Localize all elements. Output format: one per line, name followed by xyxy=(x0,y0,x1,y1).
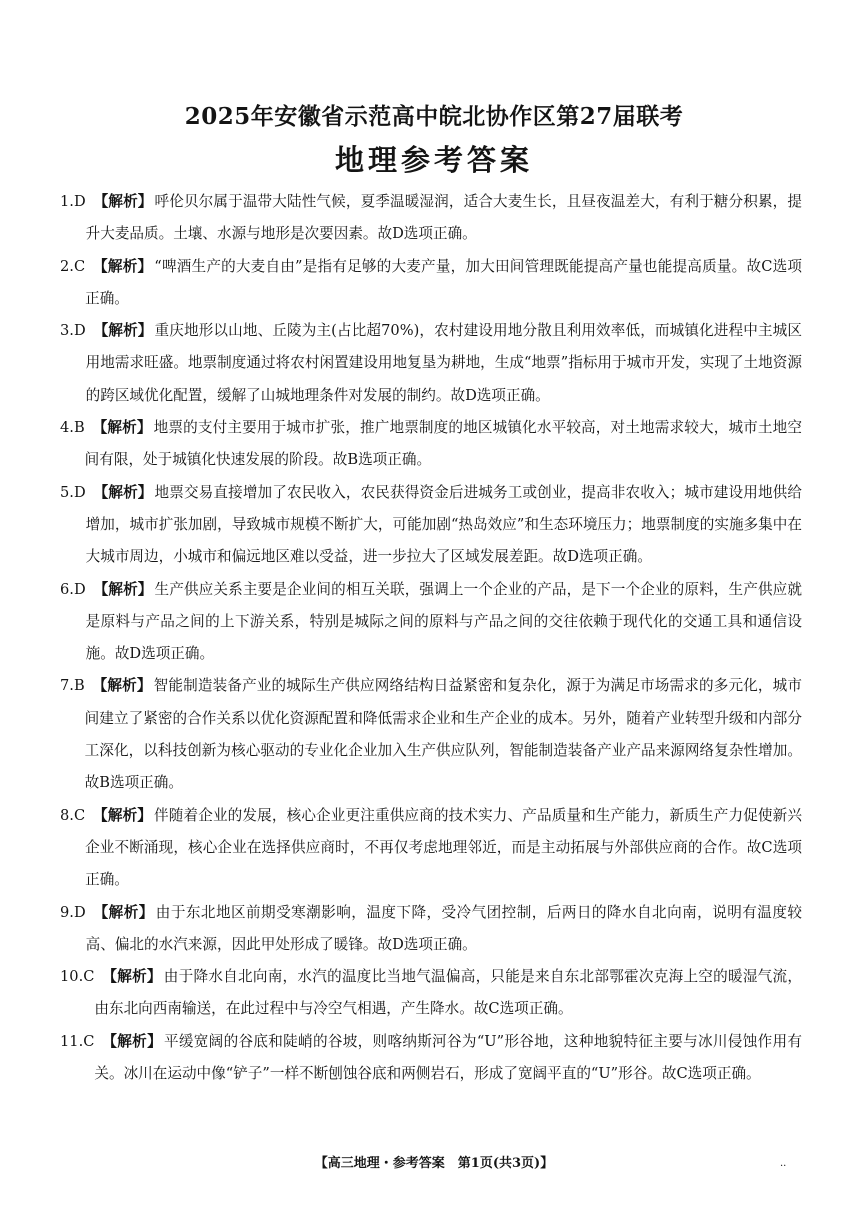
analysis-tag: 【解析】 xyxy=(93,322,153,340)
answer-number: 8. xyxy=(60,806,74,824)
analysis-tag: 【解析】 xyxy=(102,968,162,986)
analysis-tag: 【解析】 xyxy=(93,483,153,501)
footer-mark: .. xyxy=(780,1158,787,1169)
answer-body xyxy=(85,670,802,799)
answer-choice: C xyxy=(83,968,95,986)
analysis-text: 生产供应关系主要是企业间的相互关联，强调上一个企业的产品，是下一个企业的原料，生产供应就是原料与产品之间的上下游关系，特别是城际之间的原料与产品之间的交往依赖于现代化的交通工具和通信设施。故D选项正确。 xyxy=(85,580,802,663)
answer-body xyxy=(86,477,802,574)
page-footer: 【高三地理・参考答案 第1页(共3页)】 xyxy=(314,1156,554,1171)
answer-body xyxy=(85,251,802,316)
analysis-tag: 【解析】 xyxy=(93,903,154,921)
answer-number: 5. xyxy=(60,483,74,501)
answer-choice: B xyxy=(73,677,85,695)
answer-item xyxy=(60,186,802,251)
analysis-text: 伴随着企业的发展，核心企业更注重供应商的技术实力、产品质量和生产能力，新质生产力促使新兴企业不断涌现，核心企业在选择供应商时，不再仅考虑地理邻近，而是主动拓展与外部供应商的合作。故C选项正确。 xyxy=(85,806,802,889)
analysis-text: 由于降水自北向南，水汽的温度比当地气温偏高，只能是来自东北部鄂霍次克海上空的暖湿气流，由东北向西南输送，在此过程中与冷空气相遇，产生降水。故C选项正确。 xyxy=(94,968,802,1018)
answer-body xyxy=(86,315,802,412)
analysis-tag: 【解析】 xyxy=(92,419,152,437)
analysis-text: 地票的支付主要用于城市扩张，推广地票制度的地区城镇化水平较高，对土地需求较大，城市土地空间有限，处于城镇化快速发展的阶段。故B选项正确。 xyxy=(84,419,802,469)
answer-number: 2. xyxy=(60,257,74,275)
answer-number: 7. xyxy=(60,677,74,695)
answer-choice: D xyxy=(73,483,86,501)
answer-item xyxy=(60,477,802,574)
answer-body xyxy=(94,961,802,1026)
analysis-text: 由于东北地区前期受寒潮影响，温度下降，受冷气团控制，后两日的降水自北向南，说明有温度较高、偏北的水汽来源，因此甲处形成了暖锋。故D选项正确。 xyxy=(85,903,802,953)
answer-number: 3. xyxy=(60,322,74,340)
analysis-text: 智能制造装备产业的城际生产供应网络结构日益紧密和复杂化，源于为满足市场需求的多元化，城市间建立了紧密的合作关系以优化资源配置和降低需求企业和生产企业的成本。另外，随着产业转型升级和内部分工深化，以科技创新为核心驱动的专业化企业加入生产供应队列，智能制造装备产业产品来源网络复杂性增加。故B选项正确。 xyxy=(84,677,802,792)
answer-body xyxy=(86,186,802,251)
answer-choice: C xyxy=(73,257,86,275)
analysis-tag: 【解析】 xyxy=(102,1032,162,1050)
answer-item xyxy=(60,251,802,316)
analysis-text: 地票交易直接增加了农民收入，农民获得资金后进城务工或创业，提高非农收入；城市建设用地供给增加，城市扩张加剧，导致城市规模不断扩大，可能加剧“热岛效应”和生态环境压力；地票制度的实施多集中在大城市周边，小城市和偏远地区难以受益，进一步拉大了区域发展差距。故D选项正确。 xyxy=(85,483,802,566)
analysis-tag: 【解析】 xyxy=(93,580,153,598)
answer-item xyxy=(60,961,802,1026)
analysis-text: 重庆地形以山地、丘陵为主(占比超70%)，农村建设用地分散且利用效率低，而城镇化进程中主城区用地需求旺盛。地票制度通过将农村闲置建设用地复垦为耕地，生成“地票”指标用于城市开发，实现了土地资源的跨区域优化配置，缓解了山城地理条件对发展的制约。故D选项正确。 xyxy=(85,322,802,404)
answer-item xyxy=(60,574,802,671)
answer-list xyxy=(60,186,802,1090)
answer-number: 10. xyxy=(60,968,84,986)
analysis-tag: 【解析】 xyxy=(92,677,152,695)
answer-choice: C xyxy=(83,1032,95,1050)
answer-key-title: 地理参考答案 xyxy=(334,143,533,177)
answer-number: 6. xyxy=(60,580,74,598)
answer-item xyxy=(60,800,802,897)
answer-item xyxy=(60,670,802,799)
analysis-text: “啤酒生产的大麦自由”是指有足够的大麦产量，加大田间管理既能提高产量也能提高质量。故C选项正确。 xyxy=(85,257,802,307)
answer-number: 1. xyxy=(60,193,74,210)
analysis-tag: 【解析】 xyxy=(93,806,153,824)
answer-item xyxy=(60,412,802,477)
answer-body xyxy=(94,1026,802,1091)
answer-choice: C xyxy=(73,806,86,824)
answer-body xyxy=(86,574,802,671)
answer-choice: D xyxy=(73,903,86,921)
answer-body xyxy=(85,800,802,897)
answer-choice: D xyxy=(73,580,86,598)
answer-number: 11. xyxy=(60,1032,84,1050)
answer-item xyxy=(60,1026,802,1091)
analysis-text: 呼伦贝尔属于温带大陆性气候，夏季温暖湿润，适合大麦生长，且昼夜温差大，有利于糖分积累，提升大麦品质。土壤、水源与地形是次要因素。故D选项正确。 xyxy=(85,193,802,243)
analysis-tag: 【解析】 xyxy=(93,193,153,210)
answer-number: 9. xyxy=(60,903,74,921)
answer-item xyxy=(60,897,802,962)
answer-body xyxy=(85,412,802,477)
exam-title: 2025年安徽省示范高中皖北协作区第27届联考 xyxy=(184,103,684,130)
answer-choice: B xyxy=(73,419,85,437)
answer-number: 4. xyxy=(60,419,74,437)
answer-choice: D xyxy=(73,322,86,340)
answer-item xyxy=(60,315,802,412)
answer-body xyxy=(86,897,802,962)
analysis-text: 平缓宽阔的谷底和陡峭的谷坡，则喀纳斯河谷为“U”形谷地，这种地貌特征主要与冰川侵蚀作用有关。冰川在运动中像“铲子”一样不断刨蚀谷底和两侧岩石，形成了宽阔平直的“U”形谷。故C选项正确。 xyxy=(94,1032,802,1083)
analysis-tag: 【解析】 xyxy=(93,257,153,275)
answer-choice: D xyxy=(73,193,86,210)
